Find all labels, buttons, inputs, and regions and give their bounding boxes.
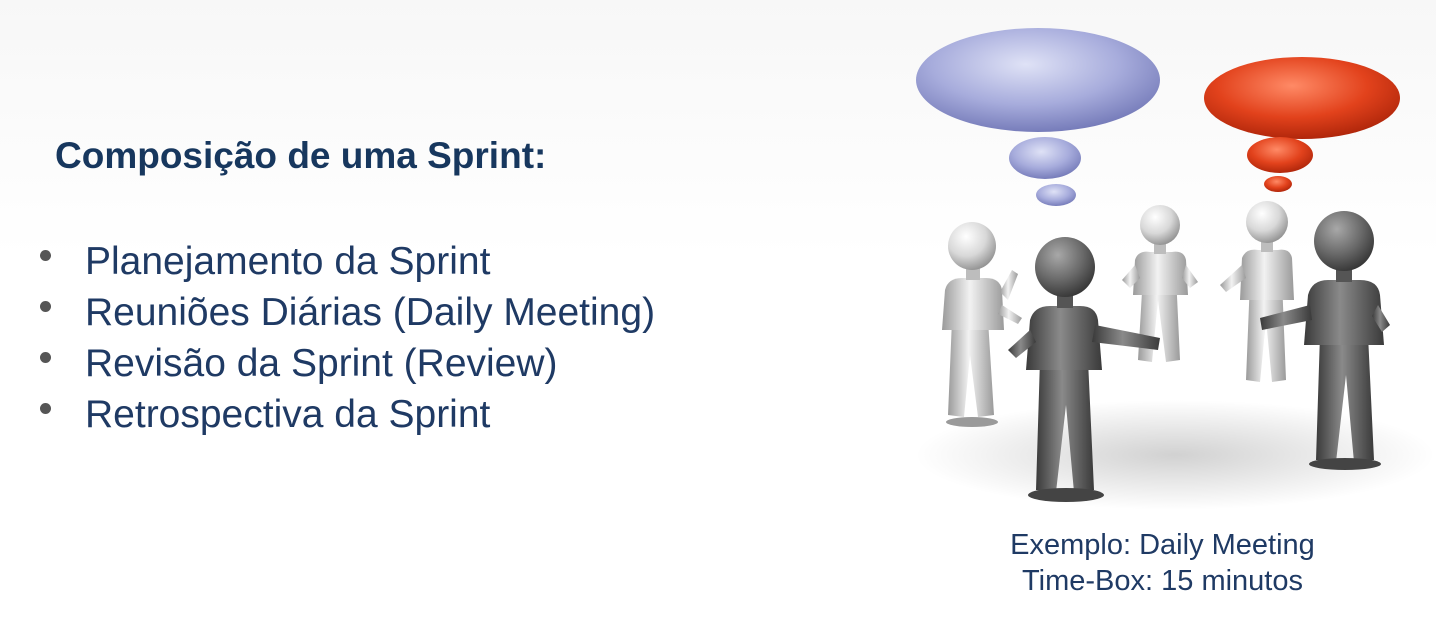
slide-title: Composição de uma Sprint:: [55, 135, 547, 176]
bullet-icon: [40, 352, 51, 363]
bullet-icon: [40, 301, 51, 312]
thought-bubble-blue: [916, 28, 1160, 206]
bullet-text: Reuniões Diárias (Daily Meeting): [85, 290, 656, 334]
bullet-icon: [40, 403, 51, 414]
list-item: [40, 389, 655, 440]
list-item: [40, 236, 655, 287]
people-talking-illustration: [890, 20, 1436, 525]
bullet-list: [40, 236, 655, 440]
figure-left: [942, 222, 1022, 427]
figure-back-right: [1220, 201, 1294, 382]
bullet-icon: [40, 250, 51, 261]
caption-line-timebox: Time-Box: 15 minutos: [1022, 565, 1303, 597]
bullet-text: Retrospectiva da Sprint: [85, 392, 491, 436]
thought-bubble-red: [1204, 57, 1400, 192]
list-item: [40, 338, 655, 389]
caption-line-example: Exemplo: Daily Meeting: [1010, 529, 1315, 561]
bullet-text: Planejamento da Sprint: [85, 239, 491, 283]
list-item: [40, 287, 655, 338]
bullet-text: Revisão da Sprint (Review): [85, 341, 558, 385]
caption: [915, 527, 1410, 599]
